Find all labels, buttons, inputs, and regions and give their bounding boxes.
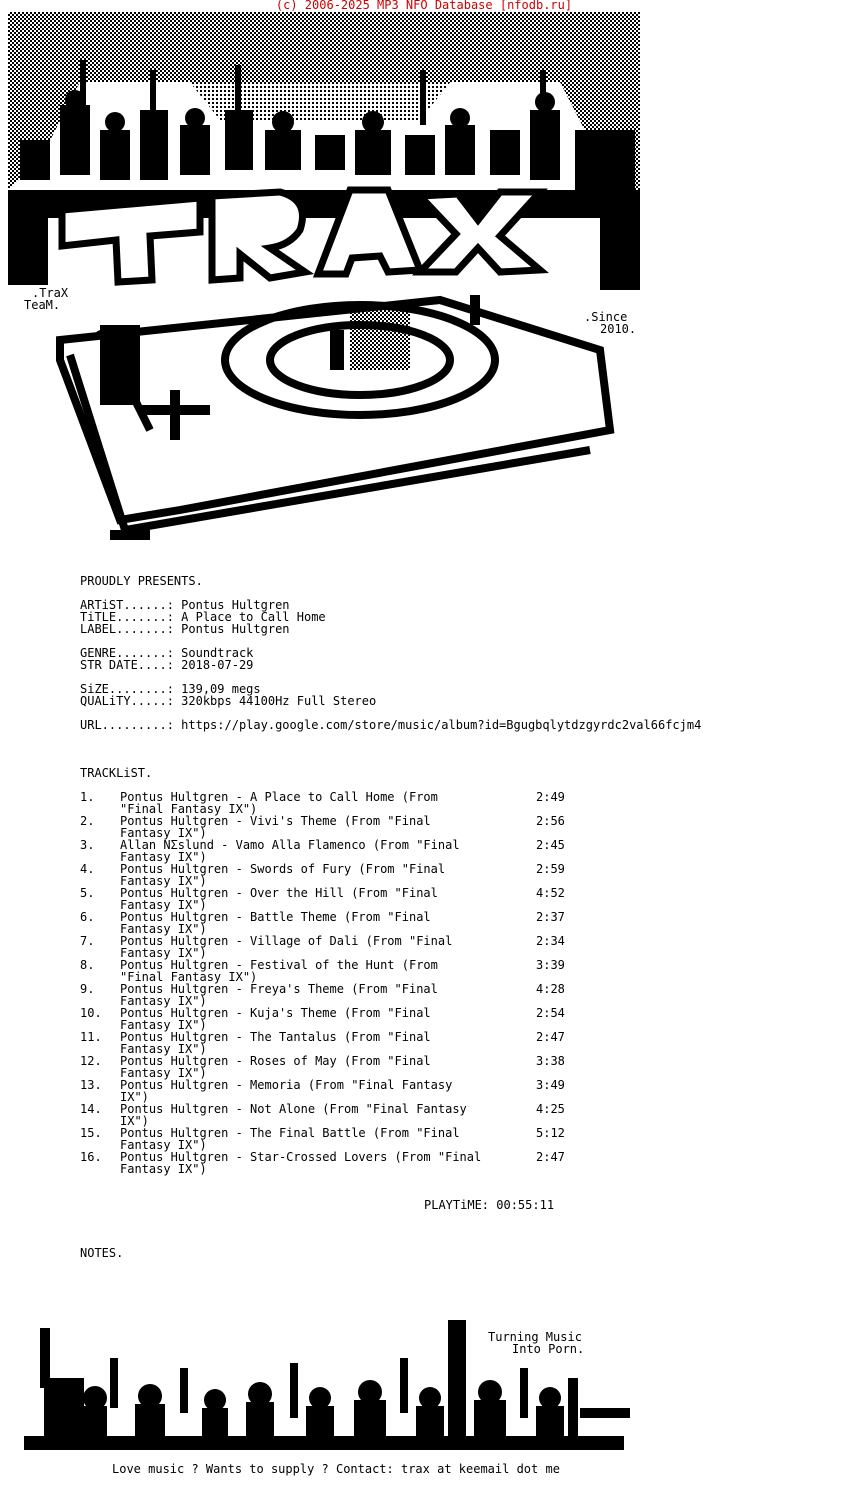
track-title-line2: "Final Fantasy IX") — [120, 970, 258, 984]
track-number: 10. — [80, 1006, 102, 1020]
track-number: 7. — [80, 934, 95, 948]
track-number: 13. — [80, 1078, 102, 1092]
track-duration: 2:34 — [536, 934, 565, 948]
quality-label: QUALiTY.....: — [80, 694, 174, 708]
notes-heading: NOTES. — [80, 1246, 124, 1260]
date-value: 2018-07-29 — [181, 658, 254, 672]
track-title-line1: Pontus Hultgren - Kuja's Theme (From "Final — [120, 1006, 431, 1020]
artist-value: Pontus Hultgren — [181, 598, 290, 612]
track-title-line2: Fantasy IX") — [120, 1018, 207, 1032]
track-duration: 2:56 — [536, 814, 565, 828]
quality-row — [80, 695, 376, 707]
track-number: 1. — [80, 790, 95, 804]
track-number: 4. — [80, 862, 95, 876]
date-row — [80, 659, 253, 671]
track-title-line2: "Final Fantasy IX") — [120, 802, 258, 816]
track-number: 6. — [80, 910, 95, 924]
track-number: 15. — [80, 1126, 102, 1140]
track-duration: 2:59 — [536, 862, 565, 876]
track-title-line2: Fantasy IX") — [120, 1066, 207, 1080]
track-title-line2: Fantasy IX") — [120, 1162, 207, 1176]
track-title-line1: Allan NΣslund - Vamo Alla Flamenco (From "Final — [120, 838, 460, 852]
track-title-line2: Fantasy IX") — [120, 1138, 207, 1152]
track-duration: 2:49 — [536, 790, 565, 804]
size-label: SiZE........: — [80, 682, 174, 696]
track-duration: 2:45 — [536, 838, 565, 852]
track-title-line2: Fantasy IX") — [120, 946, 207, 960]
track-title-line1: Pontus Hultgren - The Tantalus (From "Final — [120, 1030, 431, 1044]
since-tag-line1: .Since — [584, 310, 628, 324]
label-value: Pontus Hultgren — [181, 622, 290, 636]
presents-heading: PROUDLY PRESENTS. — [80, 574, 203, 588]
quality-value: 320kbps 44100Hz Full Stereo — [181, 694, 377, 708]
track-duration: 5:12 — [536, 1126, 565, 1140]
track-title-line2: IX") — [120, 1090, 149, 1104]
trax-logo-art — [0, 10, 648, 540]
nfodb-credit: (c) 2006-2025 MP3 NFO Database [nfodb.ru] — [275, 0, 573, 12]
url-value[interactable]: https://play.google.com/store/music/album?id=Bgugbqlytdzgyrdc2val66fcjm4 — [181, 718, 702, 732]
track-title-line2: Fantasy IX") — [120, 826, 207, 840]
track-number: 12. — [80, 1054, 102, 1068]
team-tag-line2: TeaM. — [24, 298, 61, 312]
track-number: 14. — [80, 1102, 102, 1116]
track-title-line1: Pontus Hultgren - Battle Theme (From "Final — [120, 910, 431, 924]
url-label: URL.........: — [80, 718, 174, 732]
track-number: 9. — [80, 982, 95, 996]
track-duration: 4:52 — [536, 886, 565, 900]
title-value: A Place to Call Home — [181, 610, 326, 624]
track-title-line1: Pontus Hultgren - Freya's Theme (From "Final — [120, 982, 438, 996]
track-title-line1: Pontus Hultgren - A Place to Call Home (From — [120, 790, 438, 804]
track-title-line1: Pontus Hultgren - Over the Hill (From "Final — [120, 886, 438, 900]
track-duration: 3:49 — [536, 1078, 565, 1092]
track-title-line1: Pontus Hultgren - Star-Crossed Lovers (From "Final — [120, 1150, 482, 1164]
since-tag-line2: 2010. — [600, 322, 637, 336]
slogan-line2: Into Porn. — [512, 1342, 585, 1356]
track-title-line1: Pontus Hultgren - Festival of the Hunt (From — [120, 958, 438, 972]
date-label: STR DATE....: — [80, 658, 174, 672]
label-row — [80, 623, 290, 635]
label-label: LABEL.......: — [80, 622, 174, 636]
track-title-line2: Fantasy IX") — [120, 850, 207, 864]
track-duration: 2:54 — [536, 1006, 565, 1020]
track-number: 5. — [80, 886, 95, 900]
track-title-line1: Pontus Hultgren - Swords of Fury (From "Final — [120, 862, 446, 876]
genre-label: GENRE.......: — [80, 646, 174, 660]
track-duration: 2:47 — [536, 1030, 565, 1044]
track-number: 16. — [80, 1150, 102, 1164]
track-title-line2: Fantasy IX") — [120, 994, 207, 1008]
track-duration: 4:28 — [536, 982, 565, 996]
url-row — [80, 719, 701, 731]
track-title-line2: Fantasy IX") — [120, 874, 207, 888]
team-tag-line1: .TraX — [32, 286, 69, 300]
track-duration: 2:37 — [536, 910, 565, 924]
track-duration: 4:25 — [536, 1102, 565, 1116]
track-title-line2: IX") — [120, 1114, 149, 1128]
track-title-line1: Pontus Hultgren - Village of Dali (From "Final — [120, 934, 453, 948]
track-title-line1: Pontus Hultgren - Memoria (From "Final Fantasy — [120, 1078, 453, 1092]
playtime: PLAYTiME: 00:55:11 — [424, 1198, 555, 1212]
contact-line: Love music ? Wants to supply ? Contact: trax at keemail dot me — [112, 1462, 560, 1476]
track-duration: 2:47 — [536, 1150, 565, 1164]
track-number: 11. — [80, 1030, 102, 1044]
track-duration: 3:38 — [536, 1054, 565, 1068]
track-title-line1: Pontus Hultgren - Roses of May (From "Final — [120, 1054, 431, 1068]
title-label: TiTLE.......: — [80, 610, 174, 624]
size-value: 139,09 megs — [181, 682, 261, 696]
track-title-line2: Fantasy IX") — [120, 922, 207, 936]
track-title-line1: Pontus Hultgren - Not Alone (From "Final Fantasy — [120, 1102, 467, 1116]
track-title-line2: Fantasy IX") — [120, 898, 207, 912]
tracklist-heading: TRACKLiST. — [80, 766, 153, 780]
track-number: 2. — [80, 814, 95, 828]
track-title-line2: Fantasy IX") — [120, 1042, 207, 1056]
track-number: 3. — [80, 838, 95, 852]
genre-value: Soundtrack — [181, 646, 254, 660]
track-title-line1: Pontus Hultgren - Vivi's Theme (From "Final — [120, 814, 431, 828]
track-title-line1: Pontus Hultgren - The Final Battle (From "Final — [120, 1126, 460, 1140]
track-number: 8. — [80, 958, 95, 972]
slogan-line1: Turning Music — [488, 1330, 582, 1344]
artist-label: ARTiST......: — [80, 598, 174, 612]
track-duration: 3:39 — [536, 958, 565, 972]
